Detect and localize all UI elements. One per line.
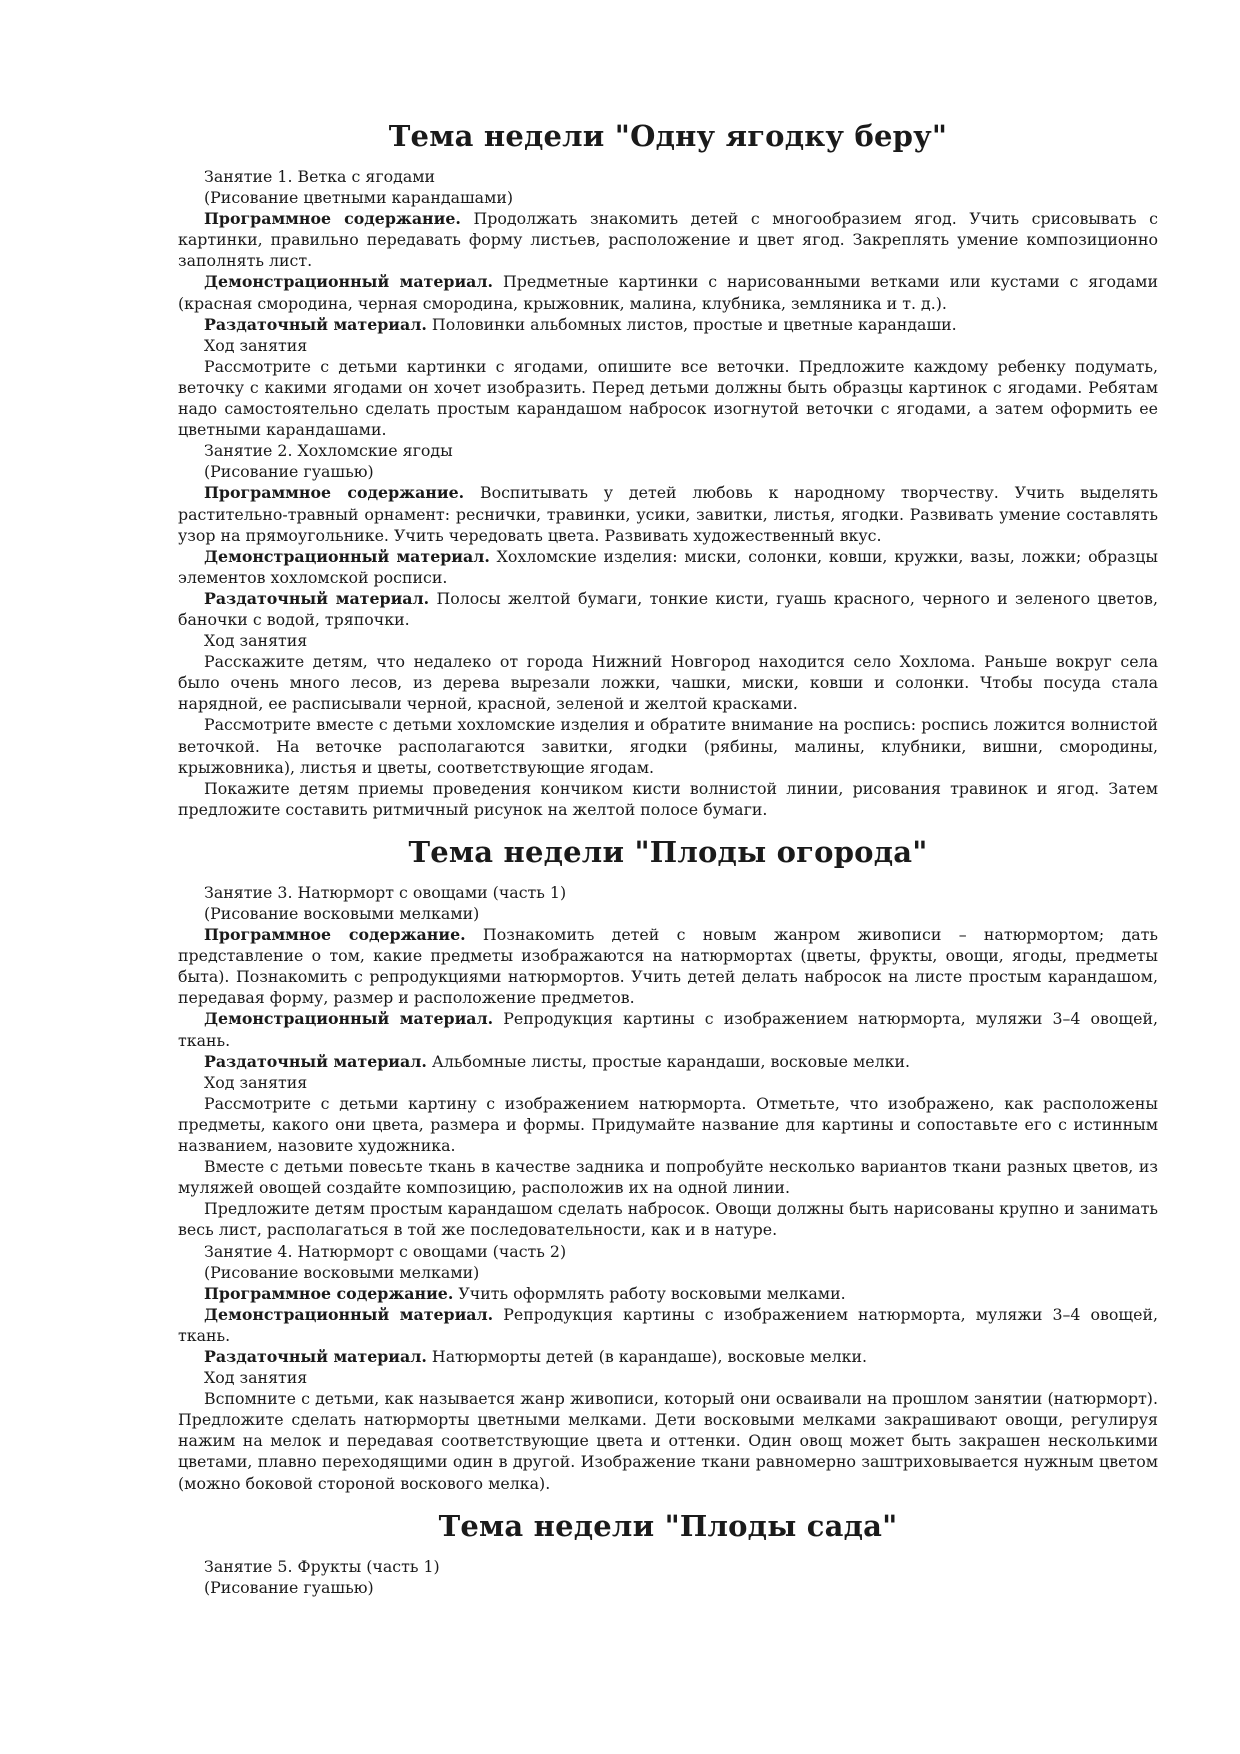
program-content — [178, 924, 1158, 1008]
document-page — [178, 118, 1158, 1598]
demo-label: Демонстрационный материал. — [204, 1009, 494, 1029]
lesson-subtitle: (Рисование восковыми мелками) — [204, 904, 480, 923]
lesson-title: Занятие 1. Ветка с ягодами — [204, 167, 436, 186]
lesson-subtitle: (Рисование гуашью) — [204, 462, 374, 482]
demo-material — [178, 1008, 1158, 1050]
program-content — [178, 1283, 1158, 1304]
demo-text: Репродукция картины с изображением натюрморта, муляжи 3–4 овощей, ткань. — [178, 1009, 1158, 1050]
program-content — [178, 208, 1158, 271]
lesson-title: Занятие 3. Натюрморт с овощами (часть 1) — [204, 882, 567, 902]
handout-material — [178, 588, 1158, 630]
handout-text: Альбомные листы, простые карандаши, восковые мелки. — [426, 1051, 911, 1071]
section-heading: Тема недели "Плоды сада" — [438, 1508, 898, 1543]
demo-text: Предметные картинки с нарисованными ветками или кустами с ягодами (красная смородина, черная смородина, крыжовник, малина, клубника, земляника и т. д.). — [178, 272, 1158, 313]
program-text: Познакомить детей с новым жанром живописи – натюрмортом; дать представление о том, какие предметы изображаются на натюрмортах (цветы, фрукты, овощи, ягоды, предметы быта). Познакомить с репродукциями натюрмортов. Учить детей делать набросок на листе простым карандашом, передавая форму, размер и расположение предметов. — [178, 925, 1158, 1008]
handout-material — [178, 314, 1158, 335]
section-heading: Тема недели "Одну ягодку беру" — [388, 119, 948, 153]
handout-material — [178, 1346, 1158, 1367]
body-paragraph: Вспомните с детьми, как называется жанр живописи, который они осваивали на прошлом занятии (натюрморт). Предложите сделать натюрморты цветными мелками. Дети восковыми мелками закрашивают овощи, регулируя нажим на мелок и передавая соответствующие цвета и оттенки. Один овощ может быть закрашен несколькими цветами, плавно переходящими один в другой. Изображение ткани равномерно заштриховывается нужным цветом (можно боковой стороной воскового мелка). — [178, 1389, 1158, 1493]
program-label: Программное содержание. — [204, 209, 461, 229]
program-text: Учить оформлять работу восковыми мелками. — [453, 1283, 846, 1303]
body-paragraph: Рассмотрите вместе с детьми хохломские изделия и обратите внимание на роспись: роспись ложится волнистой веточкой. На веточке располагаются завитки, ягодки (рябины, малины, клубники, вишни, смородины, крыжовника), листья и цветы, соответствующие ягодам. — [178, 715, 1158, 777]
program-label: Программное содержание. — [204, 925, 466, 945]
program-label: Программное содержание. — [204, 483, 465, 503]
section-heading: Тема недели "Плоды огорода" — [408, 834, 928, 869]
body-paragraph: Рассмотрите с детьми картину с изображением натюрморта. Отметьте, что изображено, как расположены предметы, какого они цвета, размера и формы. Придумайте название для картины и сопоставьте его с истинным названием, назовите художника. — [178, 1093, 1158, 1156]
demo-label: Демонстрационный материал. — [204, 546, 490, 566]
lesson-title: Занятие 4. Натюрморт с овощами (часть 2) — [204, 1241, 567, 1261]
lesson-subtitle: (Рисование цветными карандашами) — [204, 188, 514, 208]
program-text: Продолжать знакомить детей с многообразием ягод. Учить срисовывать с картинки, правильно передавать форму листьев, расположение и цвет ягод. Закреплять умение композиционно заполнять лист. — [178, 209, 1158, 271]
body-paragraph: Расскажите детям, что недалеко от города Нижний Новгород находится село Хохлома. Раньше вокруг села было очень много лесов, из дерева вырезали ложки, чашки, миски, ковши и солонки. Чтобы посуда стала нарядной, ее расписывали черной, красной, зеленой и желтой красками. — [178, 652, 1158, 714]
program-text: Воспитывать у детей любовь к народному творчеству. Учить выделять растительно-травный орнамент: реснички, травинки, усики, завитки, листья, ягодки. Развивать умение составлять узор на прямоугольнике. Учить чередовать цвета. Развивать художественный вкус. — [178, 483, 1158, 545]
lesson-title: Занятие 5. Фрукты (часть 1) — [204, 1556, 440, 1576]
demo-material — [178, 1304, 1158, 1346]
lesson-subtitle: (Рисование гуашью) — [204, 1577, 374, 1597]
demo-material — [178, 271, 1158, 313]
demo-material — [178, 546, 1158, 588]
demo-text: Хохломские изделия: миски, солонки, ковши, кружки, вазы, ложки; образцы элементов хохломской росписи. — [178, 546, 1158, 587]
handout-text: Половинки альбомных листов, простые и цветные карандаши. — [426, 314, 957, 334]
body-paragraph: Предложите детям простым карандашом сделать набросок. Овощи должны быть нарисованы крупно и занимать весь лист, располагаться в той же последовательности, как и в натуре. — [178, 1199, 1158, 1240]
body-paragraph: Вместе с детьми повесьте ткань в качестве задника и попробуйте несколько вариантов ткани разных цветов, из муляжей овощей создайте композицию, расположив их на одной линии. — [178, 1157, 1158, 1198]
handout-label: Раздаточный материал. — [204, 314, 427, 334]
demo-label: Демонстрационный материал. — [204, 1304, 494, 1324]
demo-text: Репродукция картины с изображением натюрморта, муляжи 3–4 овощей, ткань. — [178, 1304, 1158, 1345]
body-paragraph: Рассмотрите с детьми картинки с ягодами, опишите все веточки. Предложите каждому ребенку подумать, веточку с какими ягодами он хочет изобразить. Перед детьми должны быть образцы картинок с ягодами. Ребятам надо самостоятельно сделать простым карандашом набросок изогнутой веточки с ягодами, а затем оформить ее цветными карандашами. — [178, 356, 1158, 440]
handout-material — [178, 1051, 1158, 1072]
lesson-title: Занятие 2. Хохломские ягоды — [204, 441, 453, 461]
demo-label: Демонстрационный материал. — [204, 272, 494, 292]
lesson-course-heading: Ход занятия — [204, 1072, 308, 1092]
lesson-course-heading: Ход занятия — [204, 631, 308, 651]
handout-label: Раздаточный материал. — [204, 588, 430, 608]
lesson-course-heading: Ход занятия — [204, 335, 308, 355]
handout-label: Раздаточный материал. — [204, 1051, 427, 1071]
program-content — [178, 482, 1158, 545]
program-label: Программное содержание. — [204, 1283, 454, 1303]
body-paragraph: Покажите детям приемы проведения кончиком кисти волнистой линии, рисования травинок и ягод. Затем предложите составить ритмичный рисунок на желтой полосе бумаги. — [178, 778, 1158, 819]
lesson-subtitle: (Рисование восковыми мелками) — [204, 1262, 480, 1282]
handout-text: Полосы желтой бумаги, тонкие кисти, гуашь красного, черного и зеленого цветов, баночки с водой, тряпочки. — [178, 588, 1158, 629]
handout-label: Раздаточный материал. — [204, 1346, 427, 1366]
lesson-course-heading: Ход занятия — [204, 1368, 308, 1388]
handout-text: Натюрморты детей (в карандаше), восковые мелки. — [426, 1346, 868, 1366]
